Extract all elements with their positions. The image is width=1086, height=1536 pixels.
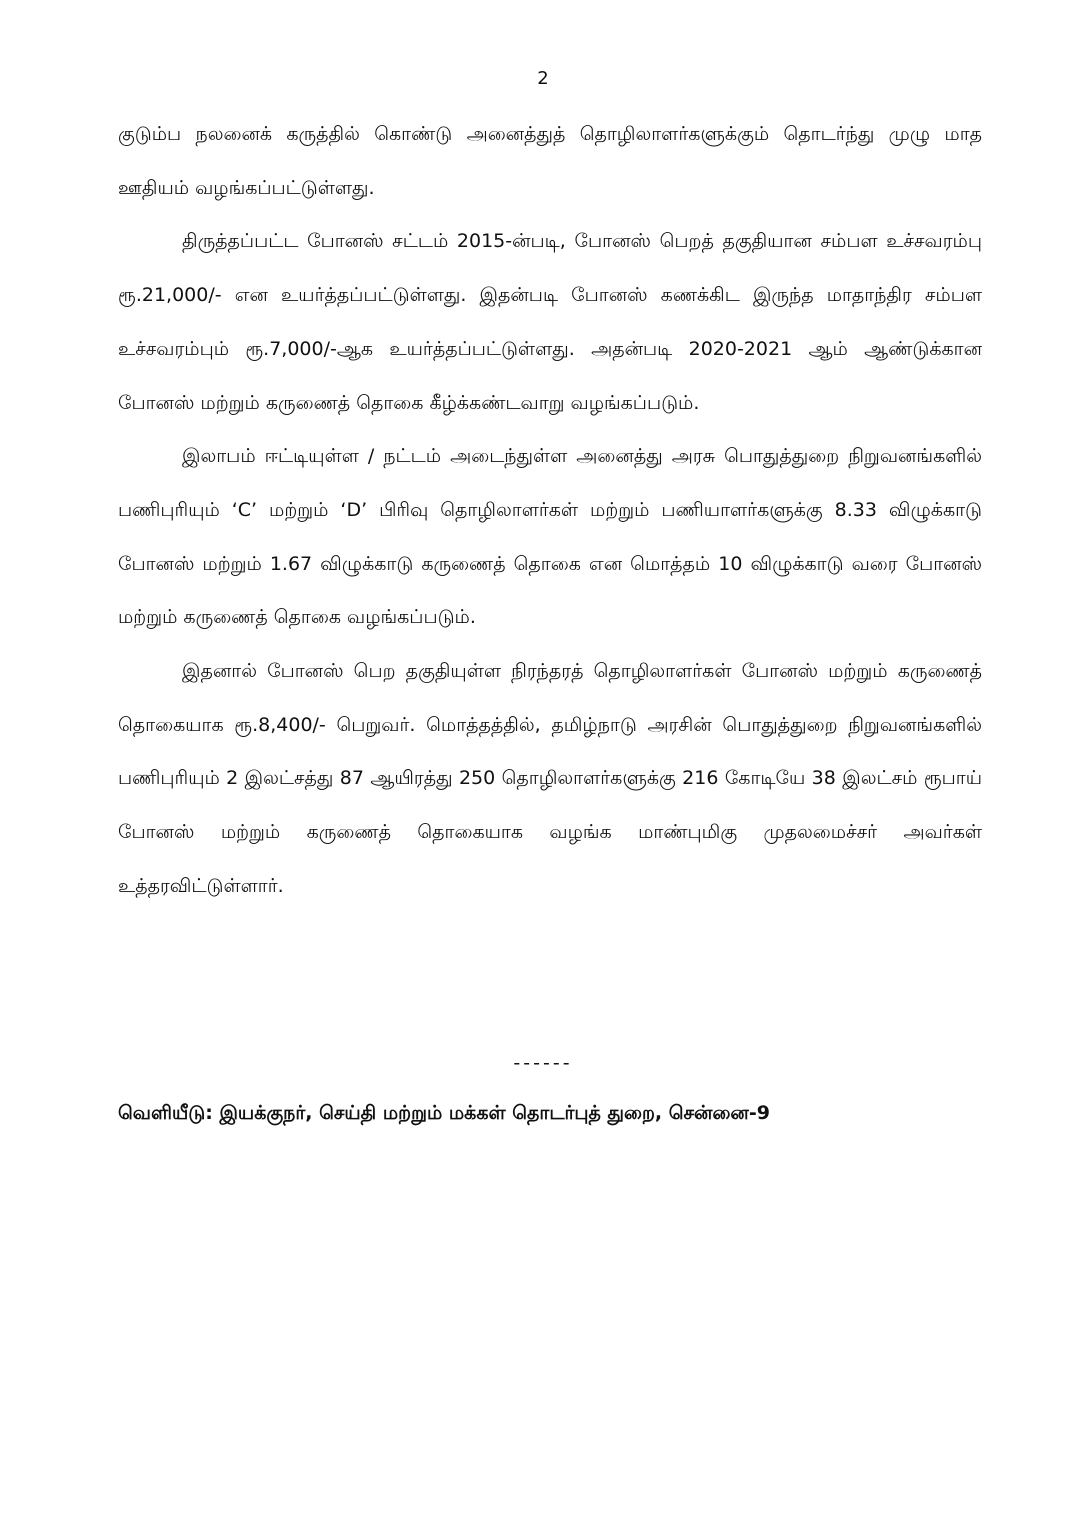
- paragraph-bonus-percentage: இலாபம் ஈட்டியுள்ள / நட்டம் அடைந்துள்ள அனைத்து அரசு பொதுத்துறை நிறுவனங்களில் பணிபுரியும் ‘C’ மற்றும் ‘D’ பிரிவு தொழிலாளர்கள் மற்றும் பணியாளர்களுக்கு 8.33 விழுக்காடு போனஸ் மற்றும் 1.67 விழுக்காடு கருணைத் தொகை என மொத்தம் 10 விழுக்காடு வரை போனஸ் மற்றும் கருணைத் தொகை வழங்கப்படும்.: [118, 445, 982, 629]
- paragraph-continuation: குடும்ப நலனைக் கருத்தில் கொண்டு அனைத்துத் தொழிலாளர்களுக்கும் தொடர்ந்து முழு மாத ஊதியம் வழங்கப்பட்டுள்ளது.: [118, 123, 982, 199]
- page-number: 2: [537, 68, 549, 89]
- paragraph-bonus-act: திருத்தப்பட்ட போனஸ் சட்டம் 2015-ன்படி, போனஸ் பெறத் தகுதியான சம்பள உச்சவரம்பு ரூ.21,000/- என உயர்த்தப்பட்டுள்ளது. இதன்படி போனஸ் கணக்கிட இருந்த மாதாந்திர சம்பள உச்சவரம்பும் ரூ.7,000/-ஆக உயர்த்தப்பட்டுள்ளது. அதன்படி 2020-2021 ஆம் ஆண்டுக்கான போனஸ் மற்றும் கருணைத் தொகை கீழ்க்கண்டவாறு வழங்கப்படும்.: [118, 230, 982, 414]
- press-release-body: [118, 108, 982, 914]
- paragraph-bonus-total: இதனால் போனஸ் பெற தகுதியுள்ள நிரந்தரத் தொழிலாளர்கள் போனஸ் மற்றும் கருணைத் தொகையாக ரூ.8,400/- பெறுவர். மொத்தத்தில், தமிழ்நாடு அரசின் பொதுத்துறை நிறுவனங்களில் பணிபுரியும் 2 இலட்சத்து 87 ஆயிரத்து 250 தொழிலாளர்களுக்கு 216 கோடியே 38 இலட்சம் ரூபாய் போனஸ் மற்றும் கருணைத் தொகையாக வழங்க மாண்புமிகு முதலமைச்சர் அவர்கள் உத்தரவிட்டுள்ளார்.: [118, 660, 982, 897]
- release-footer: வெளியீடு: இயக்குநர், செய்தி மற்றும் மக்கள் தொடர்புத் துறை, சென்னை-9: [118, 1102, 770, 1124]
- section-separator: ------: [513, 1052, 573, 1074]
